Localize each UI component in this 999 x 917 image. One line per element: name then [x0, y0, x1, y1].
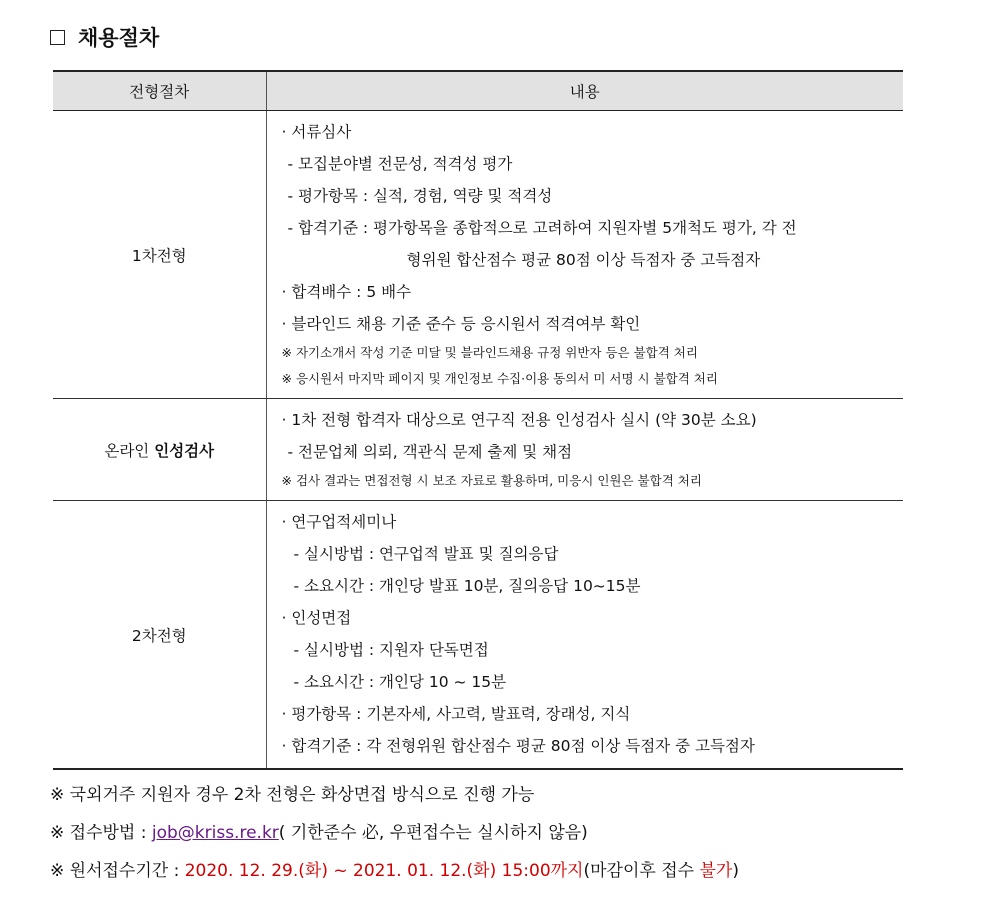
stage1-line: · 합격배수 : 5 배수: [281, 283, 412, 301]
stage1-line: · 블라인드 채용 기준 준수 등 응시원서 적격여부 확인: [281, 315, 641, 333]
application-dates: 2020. 12. 29.(화) ~ 2021. 01. 12.(화) 15:00까지: [184, 861, 584, 881]
online-test-line: - 전문업체 의뢰, 객관식 문제 출제 및 채점: [287, 443, 573, 461]
recruitment-procedure-table: [53, 70, 903, 770]
table-row-stage2: [53, 501, 903, 770]
stage2-line: - 소요시간 : 개인당 발표 10분, 질의응답 10~15분: [293, 577, 641, 595]
online-test-line: · 1차 전형 합격자 대상으로 연구직 전용 인성검사 실시 (약 30분 소요): [281, 411, 757, 429]
stage2-line: · 평가항목 : 기본자세, 사고력, 발표력, 장래성, 지식: [281, 705, 631, 723]
note-application-method: [50, 814, 739, 852]
note-period-end: ): [732, 861, 739, 881]
stage1-line: 형위원 합산점수 평균 80점 이상 득점자 중 고득점자: [406, 251, 761, 269]
section-heading: [50, 22, 159, 52]
table-row-online-test: [53, 399, 903, 501]
stage1-name: 1차전형: [53, 111, 266, 399]
note-method-prefix: ※ 접수방법 :: [50, 823, 152, 843]
stage2-content: [266, 501, 903, 770]
online-test-content: [266, 399, 903, 501]
stage1-line: - 평가항목 : 실적, 경험, 역량 및 적격성: [287, 187, 553, 205]
stage1-line: - 합격기준 : 평가항목을 종합적으로 고려하여 지원자별 5개척도 평가, 각 전: [287, 219, 797, 237]
online-test-name: [53, 399, 266, 501]
stage1-content: [266, 111, 903, 399]
stage1-line: · 서류심사: [281, 123, 352, 141]
online-test-note: ※ 검사 결과는 면접전형 시 보조 자료로 활용하며, 미응시 인원은 불합격 처리: [281, 473, 702, 488]
stage2-line: - 소요시간 : 개인당 10 ~ 15분: [293, 673, 507, 691]
column-header-stage: 전형절차: [53, 71, 266, 111]
note-period-mid: (마감이후 접수: [583, 861, 700, 881]
stage2-line: · 합격기준 : 각 전형위원 합산점수 평균 80점 이상 득점자 중 고득점자: [281, 737, 755, 755]
table-header-row: [53, 71, 903, 111]
note-period-unavailable: 불가: [699, 861, 733, 881]
column-header-content: 내용: [266, 71, 903, 111]
stage2-line: · 인성면접: [281, 609, 352, 627]
stage1-line: - 모집분야별 전문성, 적격성 평가: [287, 155, 513, 173]
online-test-name-prefix: 온라인: [104, 441, 155, 460]
stage2-line: · 연구업적세미나: [281, 513, 397, 531]
stage1-note: ※ 응시원서 마지막 페이지 및 개인정보 수집·이용 동의서 미 서명 시 불합격 처리: [281, 371, 718, 386]
email-link[interactable]: job@kriss.re.kr: [151, 823, 279, 843]
checkbox-square-icon: [50, 30, 65, 45]
stage1-note: ※ 자기소개서 작성 기준 미달 및 블라인드채용 규정 위반자 등은 불합격 처리: [281, 345, 698, 360]
note-overseas: ※ 국외거주 지원자 경우 2차 전형은 화상면접 방식으로 진행 가능: [50, 785, 535, 805]
section-title: 채용절차: [78, 26, 160, 50]
online-test-name-bold: 인성검사: [154, 441, 215, 460]
stage2-line: - 실시방법 : 지원자 단독면접: [293, 641, 489, 659]
note-method-suffix: ( 기한준수 必, 우편접수는 실시하지 않음): [278, 823, 588, 843]
footnotes: [50, 776, 739, 890]
table-row-stage1: [53, 111, 903, 399]
note-application-period: [50, 852, 739, 890]
note-period-prefix: ※ 원서접수기간 :: [50, 861, 185, 881]
stage2-line: - 실시방법 : 연구업적 발표 및 질의응답: [293, 545, 559, 563]
stage2-name: 2차전형: [53, 501, 266, 770]
